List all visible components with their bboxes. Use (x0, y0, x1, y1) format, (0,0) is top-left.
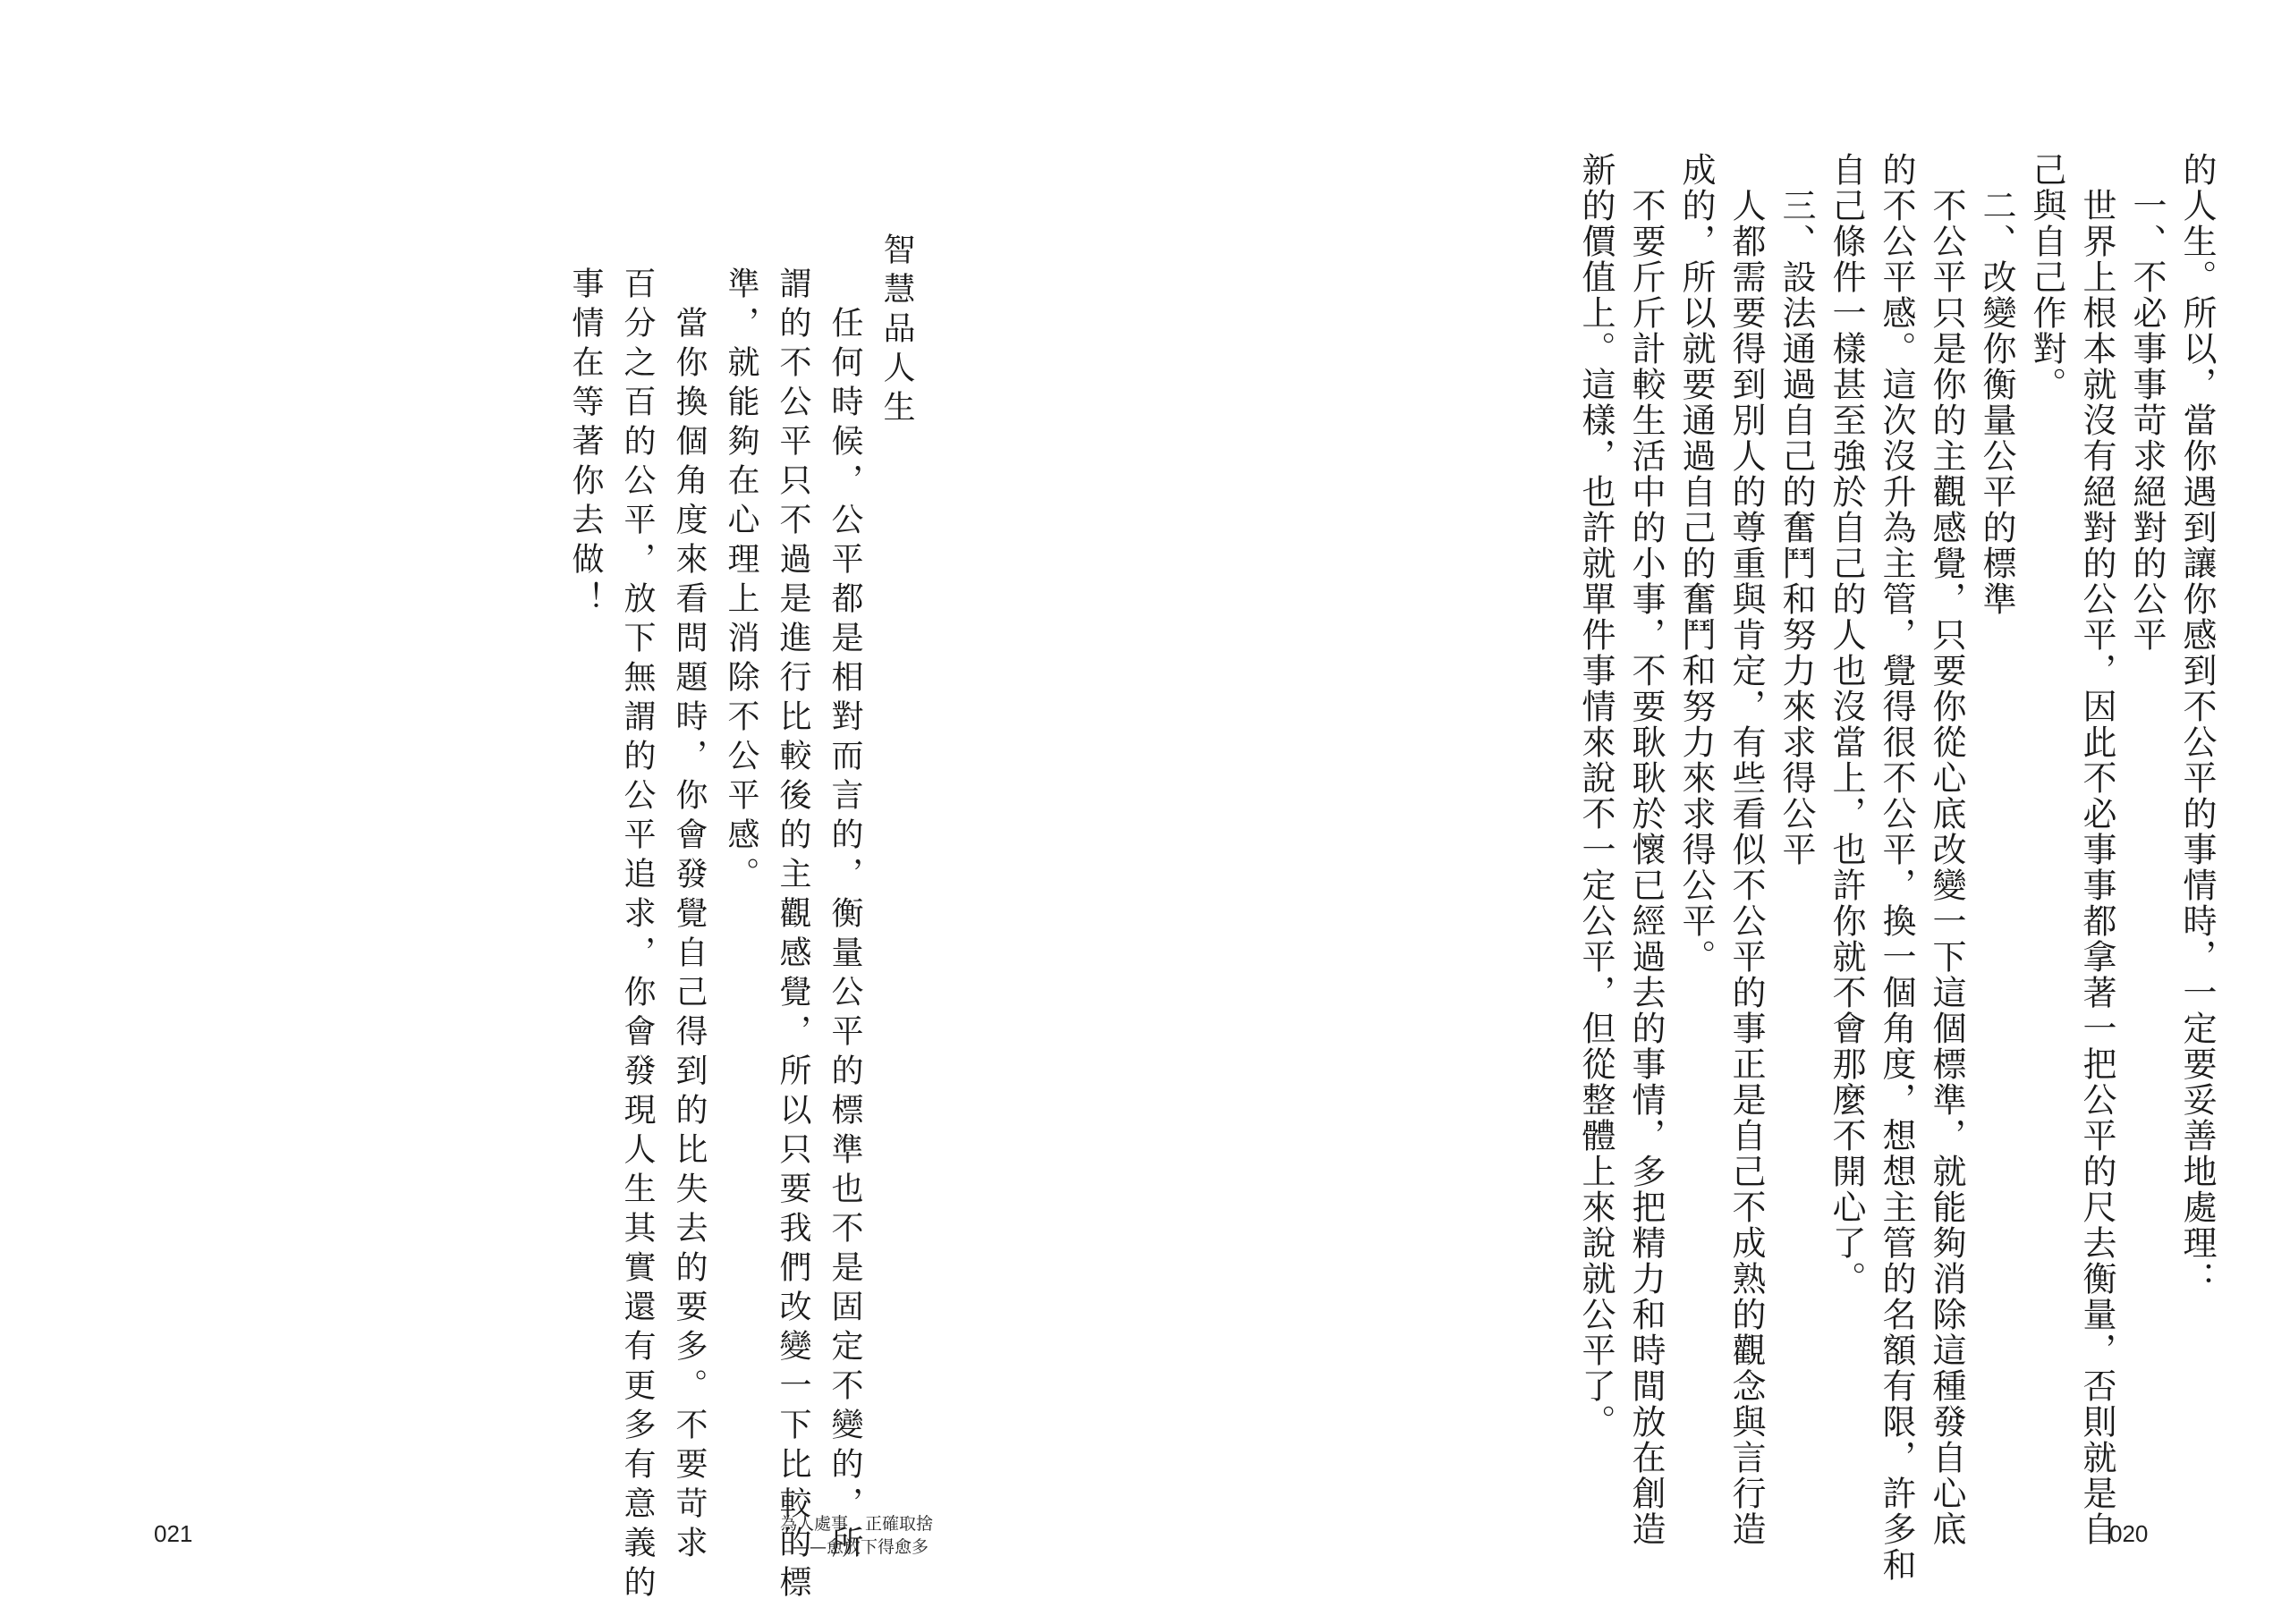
text-column: 不公平只是你的主觀感覺，只要你從心底改變一下這個標準，就能夠消除這種發自心底 (1927, 152, 1966, 1547)
text-column: 的不公平感。這次沒升為主管，覺得很不公平，換一個角度，想想主管的名額有限，許多和 (1877, 152, 1916, 1583)
sidebar-column: 任何時候，公平都是相對而言的，衡量公平的標準也不是固定不變的，所 (827, 266, 863, 1565)
page-number-left: 021 (154, 1520, 193, 1547)
text-column: 人都需要得到別人的尊重與肯定，有些看似不公平的事正是自己不成熟的觀念與言行造 (1726, 152, 1766, 1547)
text-column: 二、改變你衡量公平的標準 (1977, 152, 2016, 617)
sidebar-column: 當你換個角度來看問題時，你會發覺自己得到的比失去的要多。不要苛求 (671, 266, 708, 1565)
text-column: 的人生。所以，當你遇到讓你感到不公平的事情時，一定要妥善地處理： (2177, 152, 2217, 1297)
text-column: 三、設法通過自己的奮鬥和努力來求得公平 (1777, 152, 1816, 867)
sidebar-column: 準，就能夠在心理上消除不公平感。 (723, 266, 759, 896)
page-number-right: 020 (2109, 1520, 2149, 1547)
sidebar-column: 百分之百的公平，放下無謂的公平追求，你會發現人生其實還有更多有意義的 (619, 266, 656, 1604)
running-head-line1: 為人處事，正確取捨 (780, 1514, 934, 1534)
text-column: 世界上根本就沒有絕對的公平，因此不必事事都拿著一把公平的尺去衡量，否則就是自 (2077, 152, 2116, 1547)
text-column: 成的，所以就要通過自己的奮鬥和努力來求得公平。 (1676, 152, 1716, 975)
running-head (780, 1513, 933, 1559)
text-column: 一、不必事事苛求絕對的公平 (2127, 152, 2167, 653)
running-head-line2: ——愈放下得愈多 (793, 1536, 929, 1557)
sidebar-title: 智慧品人生 (878, 233, 915, 429)
text-column: 自己條件一樣甚至強於自己的人也沒當上，也許你就不會那麼不開心了。 (1827, 152, 1866, 1297)
sidebar-column: 事情在等著你去做！ (567, 266, 604, 621)
text-column: 己與自己作對。 (2027, 152, 2066, 402)
sidebar-column: 謂的不公平只不過是進行比較後的主觀感覺，所以只要我們改變一下比較的標 (775, 266, 811, 1604)
text-column: 新的價值上。這樣，也許就單件事情來說不一定公平，但從整體上來說就公平了。 (1576, 152, 1616, 1440)
text-column: 不要斤斤計較生活中的小事，不要耿耿於懷已經過去的事情，多把精力和時間放在創造 (1626, 152, 1666, 1547)
